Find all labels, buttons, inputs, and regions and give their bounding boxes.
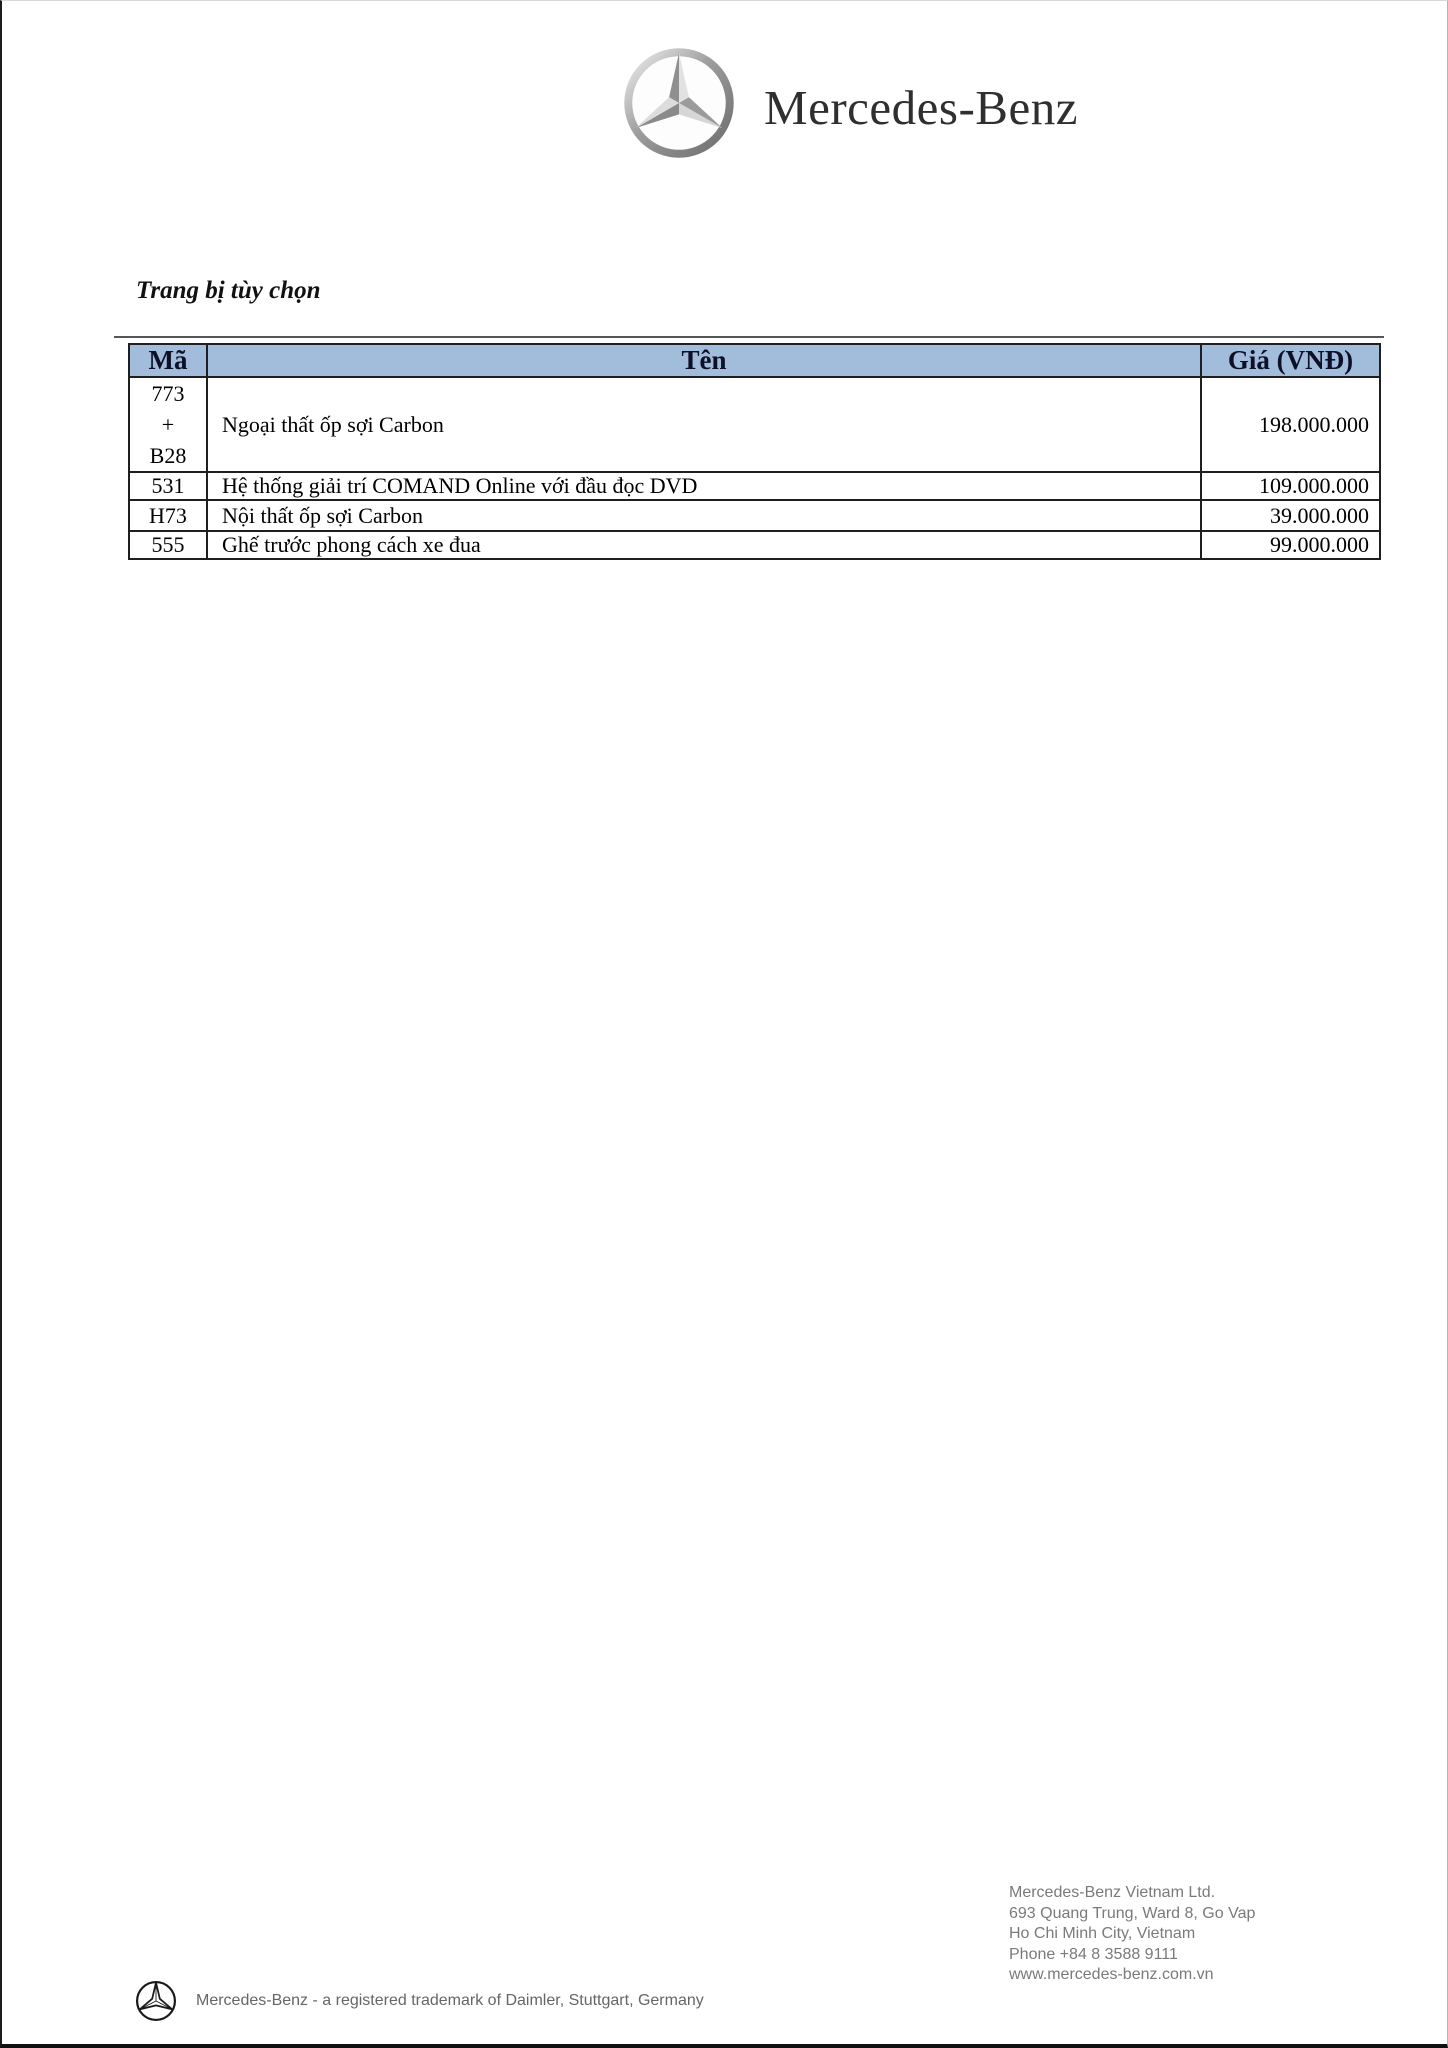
mercedes-star-outline-icon [134,1979,178,2023]
page-title: Trang bị tùy chọn [136,277,321,304]
cell-code: 531 [129,472,207,500]
cell-code: 555 [129,531,207,559]
company-address-block [1009,1883,1255,1986]
column-header-code: Mã [129,344,207,377]
cell-price: 198.000.000 [1201,377,1380,472]
trademark-text: Mercedes-Benz - a registered trademark of Daimler, Stuttgart, Germany [196,1992,704,2009]
table-row [129,500,1380,531]
address-line: Mercedes-Benz Vietnam Ltd. [1009,1884,1216,1901]
address-line: Phone +84 8 3588 9111 [1009,1945,1178,1963]
horizontal-rule [114,336,1384,338]
cell-name: Ghế trước phong cách xe đua [207,531,1201,559]
cell-name: Nội thất ốp sợi Carbon [207,500,1201,531]
options-price-table [128,343,1381,560]
address-line: Ho Chi Minh City, Vietnam [1009,1925,1196,1942]
code-line: + [161,412,175,437]
table-row [129,472,1380,500]
cell-code [129,377,207,472]
code-line: B28 [149,443,187,468]
cell-price: 109.000.000 [1201,472,1380,500]
cell-name: Hệ thống giải trí COMAND Online với đầu đọc DVD [207,472,1201,500]
cell-price: 39.000.000 [1201,500,1380,531]
column-header-price: Giá (VNĐ) [1201,344,1380,377]
trademark-row [134,1978,704,2024]
code-line: 773 [151,381,185,406]
table-row [129,377,1380,472]
website-url: www.mercedes-benz.com.vn [1009,1966,1214,1983]
cell-name: Ngoại thất ốp sợi Carbon [207,377,1201,472]
table-header-row [129,344,1380,377]
table-row [129,531,1380,559]
mercedes-star-icon [622,46,736,160]
cell-price: 99.000.000 [1201,531,1380,559]
brand-wordmark: Mercedes-Benz [764,80,1078,135]
address-line: 693 Quang Trung, Ward 8, Go Vap [1009,1904,1256,1922]
cell-code: H73 [129,500,207,531]
column-header-name: Tên [207,344,1201,377]
